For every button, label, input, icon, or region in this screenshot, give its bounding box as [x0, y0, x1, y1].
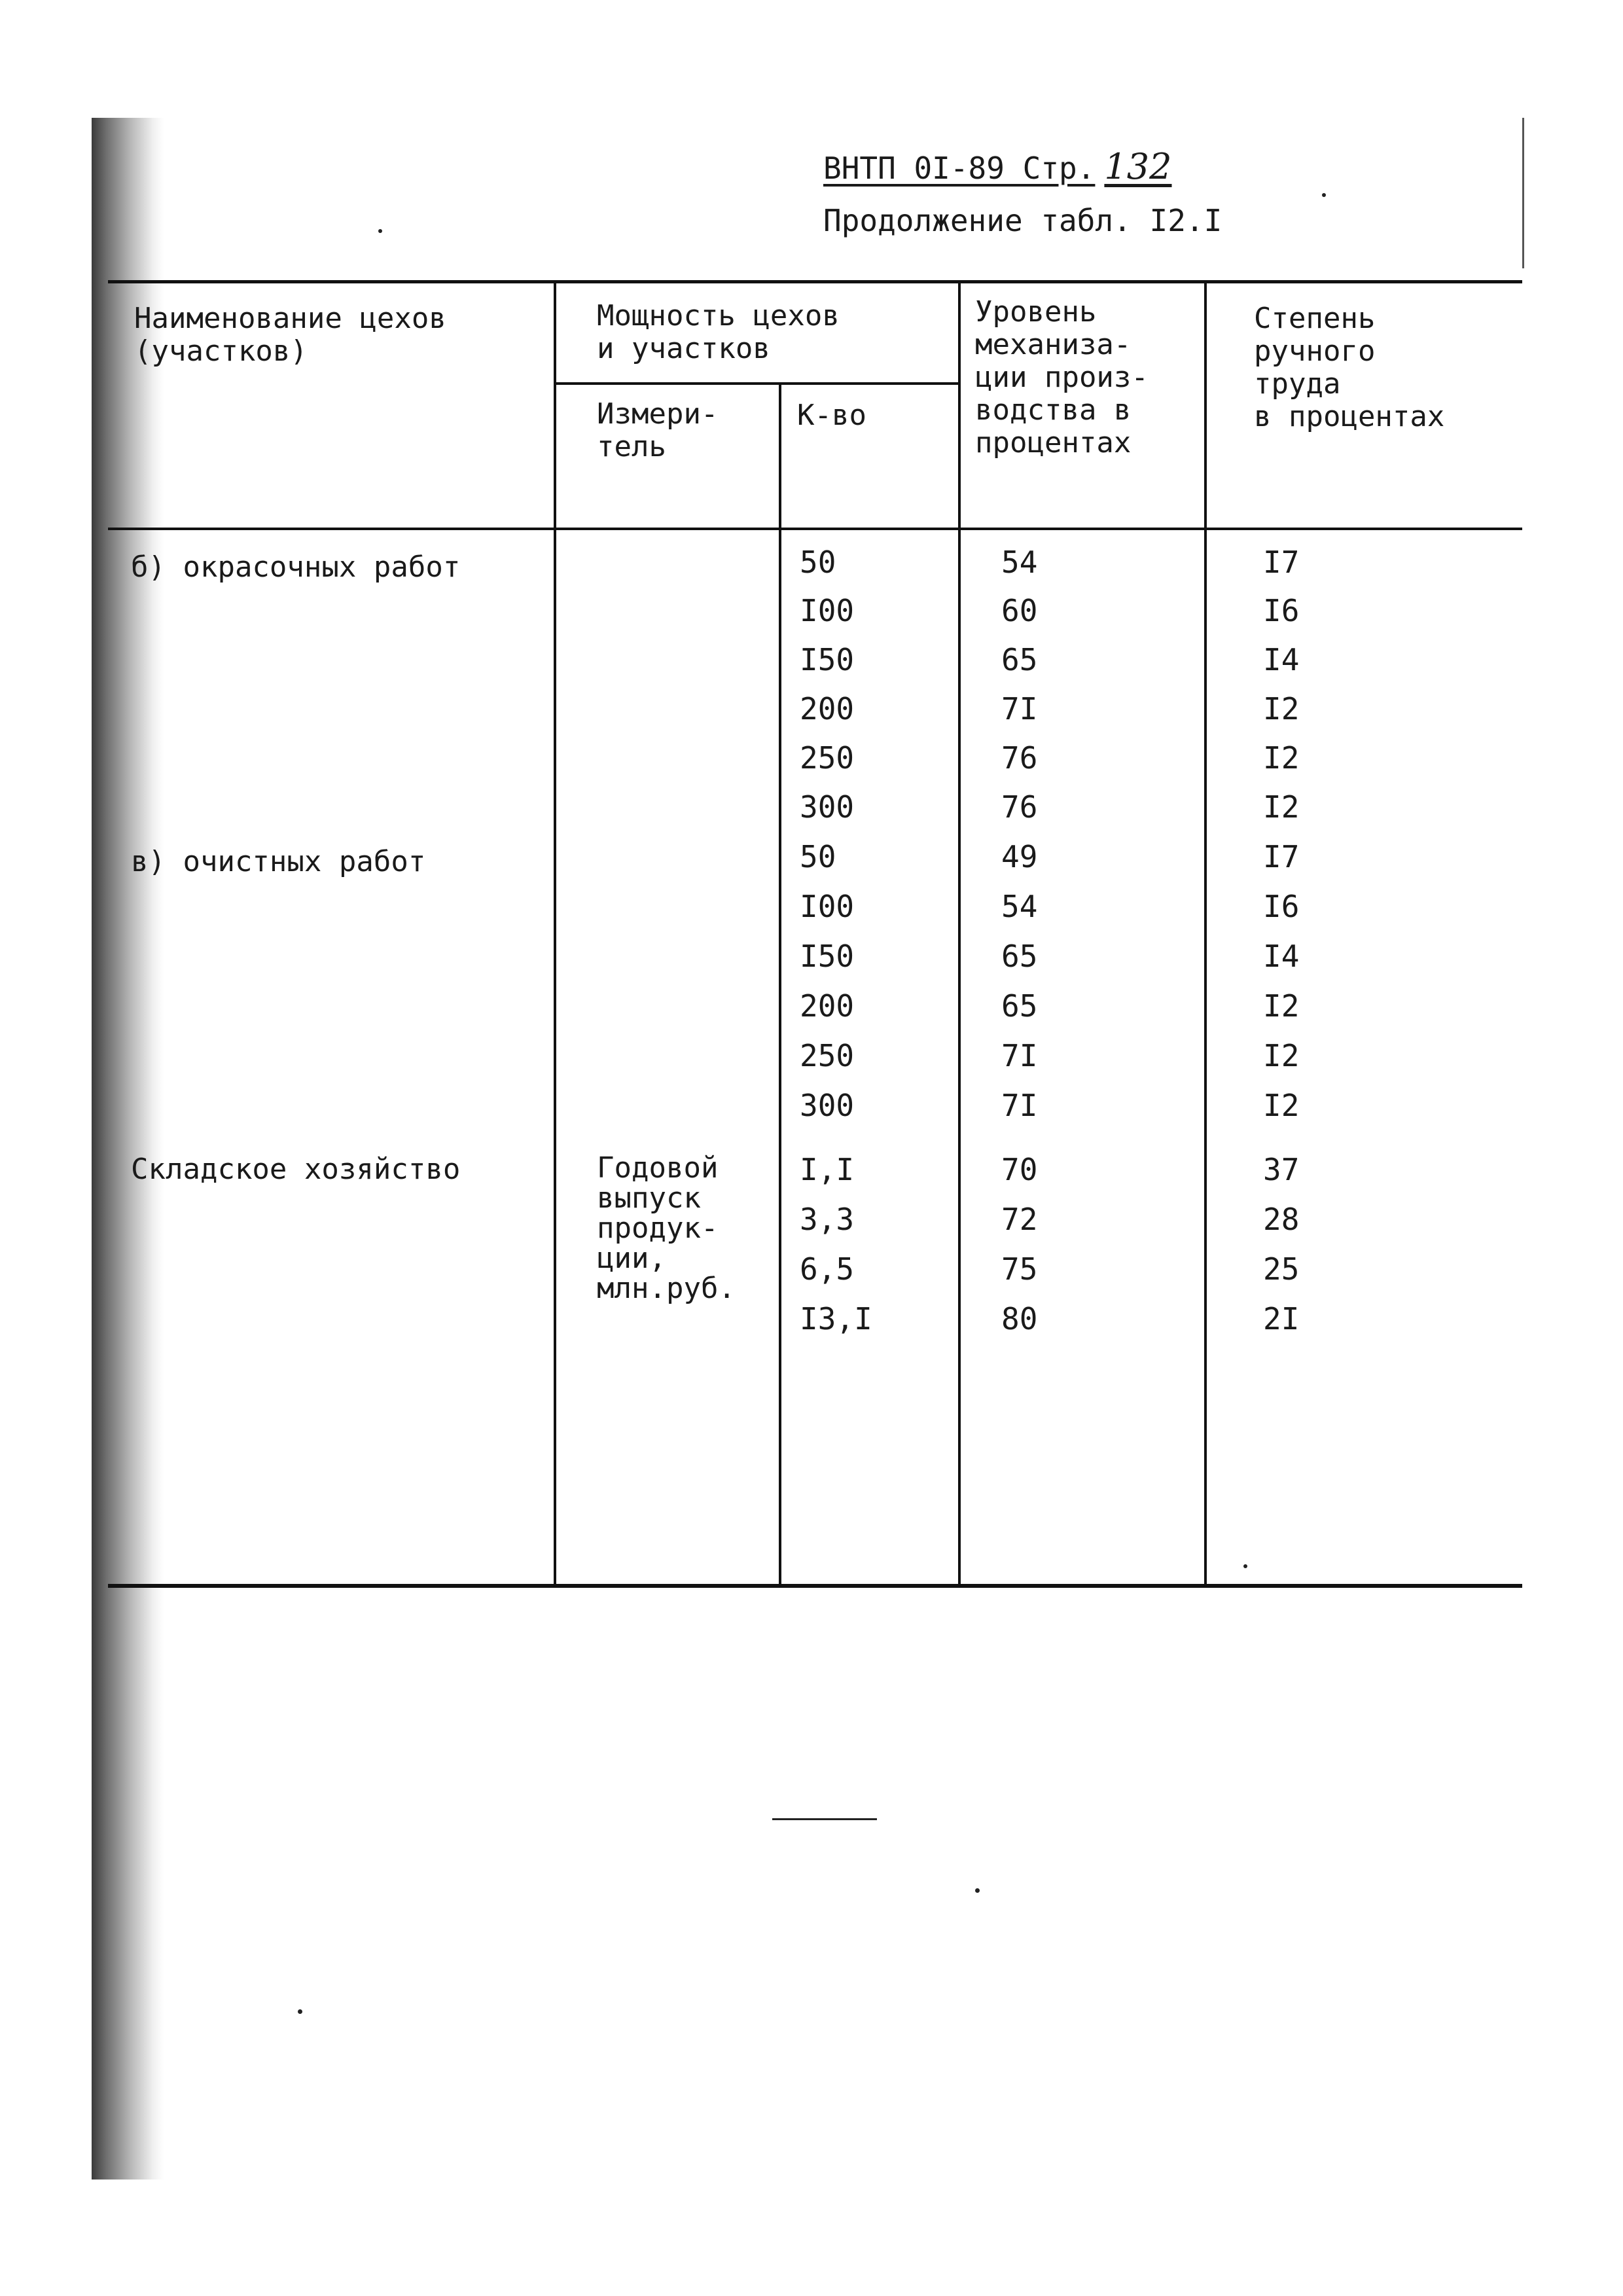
capacity-subheader-rule — [554, 382, 961, 385]
manual-labor-cell: 37 — [1263, 1152, 1300, 1187]
scan-border-line — [1522, 118, 1524, 268]
manual-labor-cell: I7 — [1263, 545, 1300, 580]
quantity-cell: 300 — [800, 789, 855, 825]
quantity-cell: I00 — [800, 593, 855, 628]
mechanization-cell: 80 — [1001, 1301, 1038, 1336]
manual-labor-cell: I2 — [1263, 789, 1300, 825]
manual-labor-cell: I2 — [1263, 1088, 1300, 1123]
header-manual-labor: Степень ручного труда в процентах — [1254, 302, 1445, 433]
header-bottom-rule — [108, 528, 1522, 530]
quantity-cell: 250 — [800, 1038, 855, 1073]
header-quantity: К-во — [797, 399, 866, 432]
scan-speck — [1243, 1564, 1247, 1568]
scan-speck — [1322, 193, 1326, 197]
document-reference — [823, 147, 1222, 188]
mechanization-cell: 7I — [1001, 691, 1038, 726]
header-unit: Измери- тель — [597, 397, 719, 463]
table-bottom-rule — [108, 1584, 1522, 1588]
column-divider-1 — [554, 280, 556, 1588]
document-code: ВНТП 0I-89 Стр. — [823, 151, 1096, 186]
mechanization-cell: 65 — [1001, 939, 1038, 974]
quantity-cell: 3,3 — [800, 1202, 855, 1237]
manual-labor-cell: 2I — [1263, 1301, 1300, 1336]
manual-labor-cell: I4 — [1263, 939, 1300, 974]
mechanization-cell: 70 — [1001, 1152, 1038, 1187]
mechanization-cell: 7I — [1001, 1088, 1038, 1123]
manual-labor-cell: I6 — [1263, 889, 1300, 924]
mechanization-cell: 54 — [1001, 889, 1038, 924]
manual-labor-cell: I2 — [1263, 740, 1300, 776]
mechanization-cell: 76 — [1001, 740, 1038, 776]
manual-labor-cell: I2 — [1263, 988, 1300, 1024]
quantity-cell: 200 — [800, 691, 855, 726]
mechanization-cell: 75 — [1001, 1251, 1038, 1287]
mechanization-cell: 65 — [1001, 642, 1038, 677]
scan-speck — [298, 2009, 302, 2014]
header-mechanization: Уровень механиза- ции произ- водства в процентах — [975, 295, 1149, 459]
quantity-cell: I,I — [800, 1152, 855, 1187]
mechanization-cell: 72 — [1001, 1202, 1038, 1237]
column-divider-3 — [958, 280, 961, 1588]
column-divider-2 — [779, 382, 781, 1588]
quantity-cell: I50 — [800, 939, 855, 974]
mechanization-cell: 54 — [1001, 545, 1038, 580]
header-name: Наименование цехов (участков) — [134, 302, 446, 368]
table-continuation-label: Продолжение табл. I2.I — [823, 203, 1222, 238]
quantity-cell: 300 — [800, 1088, 855, 1123]
quantity-cell: 250 — [800, 740, 855, 776]
quantity-cell: 50 — [800, 839, 836, 874]
mechanization-cell: 49 — [1001, 839, 1038, 874]
page-header — [823, 147, 1222, 240]
manual-labor-cell: 25 — [1263, 1251, 1300, 1287]
group-name: Складское хозяйство — [131, 1153, 461, 1186]
manual-labor-cell: I4 — [1263, 642, 1300, 677]
header-capacity: Мощность цехов и участков — [597, 299, 840, 365]
page-number: 132 — [1104, 146, 1172, 187]
quantity-cell: 200 — [800, 988, 855, 1024]
manual-labor-cell: 28 — [1263, 1202, 1300, 1237]
group-name: б) окрасочных работ — [131, 550, 461, 584]
manual-labor-cell: I2 — [1263, 691, 1300, 726]
quantity-cell: I3,I — [800, 1301, 872, 1336]
scan-speck — [378, 229, 382, 233]
scan-speck — [975, 1888, 980, 1893]
group-name: в) очистных работ — [131, 845, 426, 878]
quantity-cell: 6,5 — [800, 1251, 855, 1287]
manual-labor-cell: I7 — [1263, 839, 1300, 874]
mechanization-cell: 7I — [1001, 1038, 1038, 1073]
quantity-cell: 50 — [800, 545, 836, 580]
table-top-rule — [108, 280, 1522, 283]
manual-labor-cell: I6 — [1263, 593, 1300, 628]
quantity-cell: I00 — [800, 889, 855, 924]
quantity-cell: I50 — [800, 642, 855, 677]
mechanization-cell: 76 — [1001, 789, 1038, 825]
scan-shadow-edge — [92, 118, 164, 2179]
mechanization-cell: 60 — [1001, 593, 1038, 628]
mechanization-cell: 65 — [1001, 988, 1038, 1024]
footer-dash — [772, 1818, 877, 1820]
group-unit: Годовой выпуск продук- ции, млн.руб. — [597, 1151, 736, 1305]
manual-labor-cell: I2 — [1263, 1038, 1300, 1073]
column-divider-4 — [1204, 280, 1207, 1588]
